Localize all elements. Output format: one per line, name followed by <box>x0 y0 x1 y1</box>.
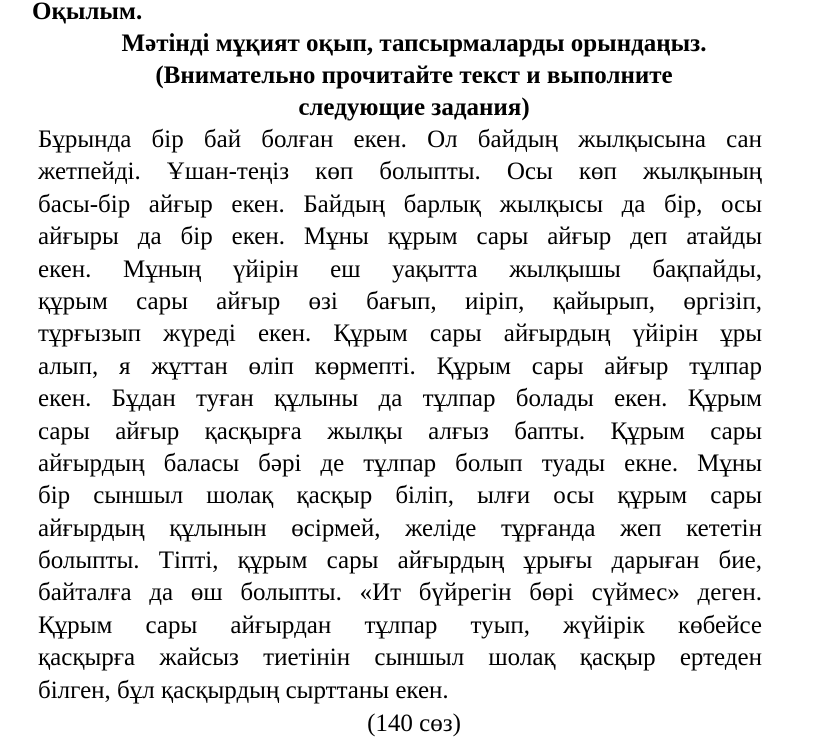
passage-line: болыпты. Тіпті, құрым сары айғырдың ұрығы дарыған бие, <box>38 547 762 575</box>
passage-line: екен. Бұдан туған құлыны да тұлпар болады екен. Құрым <box>38 385 762 413</box>
word-count: (140 сөз) <box>367 710 461 737</box>
reading-passage <box>38 124 762 707</box>
passage-line: бір сыншыл шолақ қасқыр біліп, ылғи осы құрым сары <box>38 482 762 510</box>
passage-line: айғырдың құлынын өсірмей, желіде тұрғанда жеп кететін <box>38 514 762 542</box>
passage-line: сары айғыр қасқырға жылқы алғыз бапты. Құрым сары <box>38 417 762 445</box>
passage-line: Бұрында бір бай болған екен. Ол байдың жылқысына сан <box>38 126 762 153</box>
section-label: Оқылым. <box>32 0 143 25</box>
passage-line: екен. Мұның үйірін еш уақытта жылқышы бақпайды, <box>38 255 762 283</box>
passage-line: басы-бір айғыр екен. Байдың барлық жылқысы да бір, осы <box>38 190 762 218</box>
passage-line: алып, я жұттан өліп көрмепті. Құрым сары айғыр тұлпар <box>38 352 762 380</box>
passage-line: жетпейді. Ұшан-теңіз көп болыпты. Осы көп жылқының <box>38 158 762 186</box>
passage-line: қасқырға жайсыз тиетінін сыншыл шолақ қасқыр ертеден <box>38 644 762 672</box>
passage-line: Құрым сары айғырдан тұлпар туып, жүйірік көбейсе <box>38 611 762 639</box>
passage-line: айғырдың баласы бәрі де тұлпар болып туады екне. Мұны <box>38 449 762 477</box>
passage-line: білген, бұл қасқырдың сырттаны екен. <box>38 676 449 704</box>
passage-line: айғыры да бір екен. Мұны құрым сары айғыр деп атайды <box>38 223 762 251</box>
passage-line: тұрғызып жүреді екен. Құрым сары айғырдың үйірін ұры <box>38 320 762 348</box>
passage-line: құрым сары айғыр өзі бағып, иіріп, қайырып, өргізіп, <box>38 287 762 315</box>
instruction-russian-line-1: (Внимательно прочитайте текст и выполните <box>155 62 673 89</box>
instruction-russian-line-2: следующие задания) <box>298 94 530 121</box>
passage-line: байталға да өш болыпты. «Ит бүйрегін бөрі сүймес» деген. <box>38 579 762 607</box>
instruction-kazakh: Мәтінді мұқият оқып, тапсырмаларды орындаңыз. <box>121 30 707 57</box>
